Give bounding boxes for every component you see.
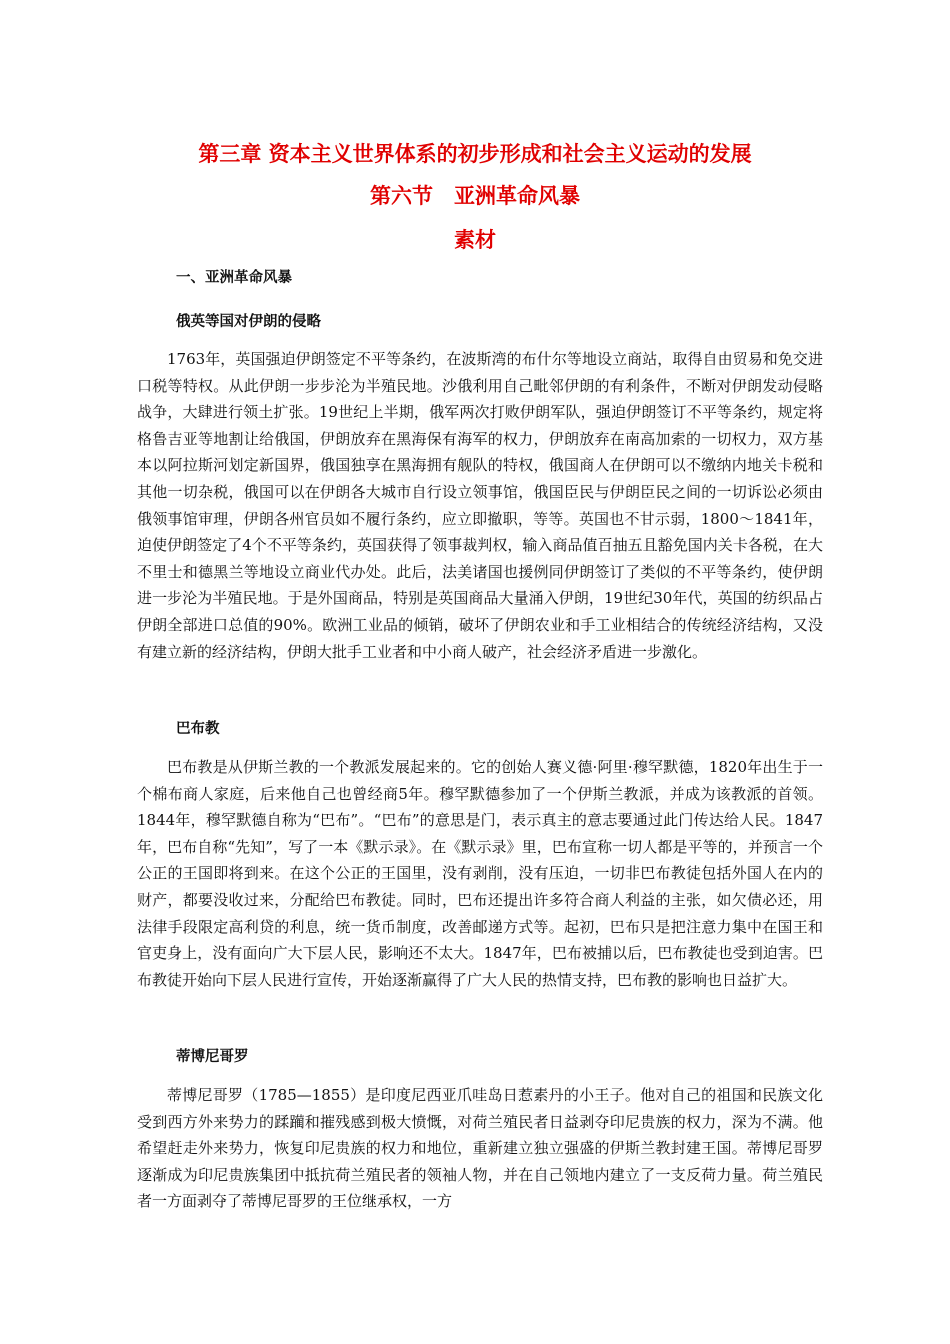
material-label: 素材 [454,228,496,252]
paragraph-babism: 巴布教是从伊斯兰教的一个教派发展起来的。它的创始人赛义德·阿里·穆罕默德，1820年出生于一个棉布商人家庭，后来他自己也曾经商5年。穆罕默德参加了一个伊斯兰教派，并成为该教派的首领。1844年，穆罕默德自称为“巴布”。“巴布”的意思是门，表示真主的意志要通过此门传达给人民。1847年，巴布自称“先知”，写了一本《默示录》。在《默示录》里，巴布宣称一切人都是平等的，并预言一个公正的王国即将到来。在这个公正的王国里，没有剥削，没有压迫，一切非巴布教徒包括外国人在内的财产，都要没收过来，分配给巴布教徒。同时，巴布还提出许多符合商人利益的主张，如欠债必还，用法律手段限定高利贷的利息，统一货币制度，改善邮递方式等。起初，巴布只是把注意力集中在国王和官吏身上，没有面向广大下层人民，影响还不太大。1847年，巴布被捕以后，巴布教徒也受到迫害。巴布教徒开始向下层人民进行宣传，开始逐渐赢得了广大人民的热情支持，巴布教的影响也日益扩大。 [137,758,823,989]
chapter-title: 第三章 资本主义世界体系的初步形成和社会主义运动的发展 [198,142,752,166]
section-title: 第六节 亚洲革命风暴 [370,184,580,208]
section-heading-russia-britain-iran: 俄英等国对伊朗的侵略 [176,314,321,330]
section-heading-babism: 巴布教 [176,721,220,737]
paragraph-russia-britain-iran: 1763年，英国强迫伊朗签定不平等条约，在波斯湾的布什尔等地设立商站，取得自由贸易和免交进口税等特权。从此伊朗一步步沦为半殖民地。沙俄利用自己毗邻伊朗的有利条件，不断对伊朗发动侵略战争，大肆进行领土扩张。19世纪上半期，俄军两次打败伊朗军队，强迫伊朗签订不平等条约，规定将格鲁吉亚等地割让给俄国，伊朗放弃在黑海保有海军的权力，伊朗放弃在南高加索的一切权力，双方基本以阿拉斯河划定新国界，俄国独享在黑海拥有舰队的特权，俄国商人在伊朗可以不缴纳内地关卡税和其他一切杂税，俄国可以在伊朗各大城市自行设立领事馆，俄国臣民与伊朗臣民之间的一切诉讼必须由俄领事馆审理，伊朗各州官员如不履行条约，应立即撤职，等等。英国也不甘示弱，1800～1841年，迫使伊朗签定了4个不平等条约，英国获得了领事裁判权，输入商品值百抽五且豁免国内关卡各税，在大不里士和德黑兰等地设立商业代办处。此后，法美诸国也援例同伊朗签订了类似的不平等条约，使伊朗进一步沦为半殖民地。于是外国商品，特别是英国商品大量涌入伊朗，19世纪30年代，英国的纺织品占伊朗全部进口总值的90%。欧洲工业品的倾销，破坏了伊朗农业和手工业相结合的传统经济结构，又没有建立新的经济结构，伊朗大批手工业者和中小商人破产，社会经济矛盾进一步激化。 [137,350,823,661]
paragraph-diponegoro: 蒂博尼哥罗（1785—1855）是印度尼西亚爪哇岛日惹素丹的小王子。他对自己的祖国和民族文化受到西方外来势力的蹂躏和摧残感到极大愤慨，对荷兰殖民者日益剥夺印尼贵族的权力，深为不满。他希望赶走外来势力，恢复印尼贵族的权力和地位，重新建立独立强盛的伊斯兰教封建王国。蒂博尼哥罗逐渐成为印尼贵族集团中抵抗荷兰殖民者的领袖人物，并在自己领地内建立了一支反荷力量。荷兰殖民者一方面剥夺了蒂博尼哥罗的王位继承权，一方 [137,1086,823,1211]
part-heading: 一、亚洲革命风暴 [176,270,292,286]
section-heading-diponegoro: 蒂博尼哥罗 [176,1049,249,1065]
